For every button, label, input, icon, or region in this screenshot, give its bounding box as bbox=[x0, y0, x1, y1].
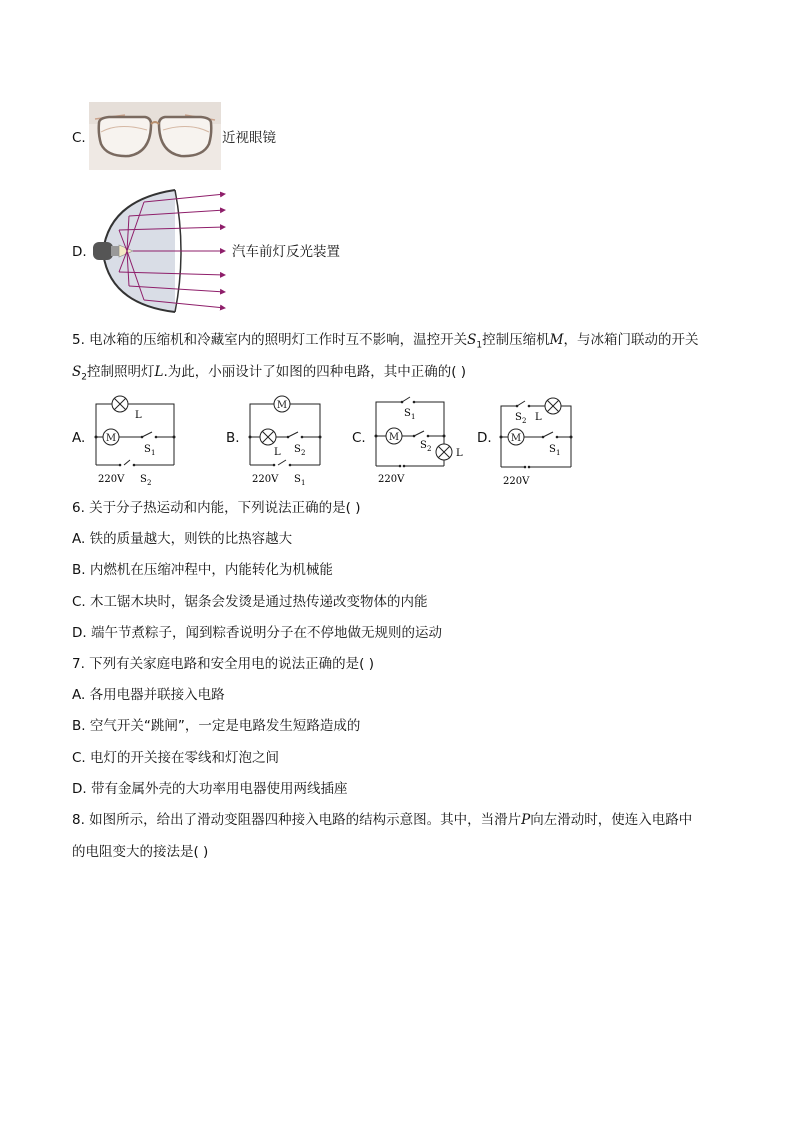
svg-text:M: M bbox=[105, 433, 117, 444]
q6-option-b: B. 内燃机在压缩冲程中，内能转化为机械能 bbox=[72, 562, 333, 578]
q5-text: 控制压缩机 bbox=[482, 332, 550, 348]
q5-text: 5. 电冰箱的压缩机和冷藏室内的照明灯工作时互不影响，温控开关 bbox=[72, 332, 468, 348]
circuit-d-s-mid: S bbox=[549, 444, 556, 455]
q5-var-m: M bbox=[549, 332, 564, 348]
circuit-c-s-mid: S bbox=[420, 440, 427, 451]
circuit-b-s-mid: S bbox=[294, 444, 301, 455]
circuit-a-s-bot: S bbox=[140, 474, 147, 485]
q6-option-c: C. 木工锯木块时，锯条会发烫是通过热传递改变物体的内能 bbox=[72, 594, 428, 610]
circuit-d-volt: 220V bbox=[503, 476, 530, 487]
circuit-a-diagram bbox=[90, 392, 180, 487]
q5-text: .为此，小丽设计了如图的四种电路，其中正确的( ) bbox=[163, 364, 467, 380]
circuit-c-letter: C. bbox=[352, 430, 366, 446]
q8-stem-line1 bbox=[72, 810, 692, 830]
q8-stem-line2: 的电阻变大的接法是( ) bbox=[72, 844, 209, 860]
q6-option-d: D. 端午节煮粽子，闻到粽香说明分子在不停地做无规则的运动 bbox=[72, 625, 442, 641]
circuit-a-letter: A. bbox=[72, 430, 86, 446]
option-c-caption: 近视眼镜 bbox=[222, 130, 276, 146]
circuit-b-s-mid-sub: 2 bbox=[301, 449, 306, 457]
circuit-c-s-mid-sub: 2 bbox=[427, 445, 432, 453]
circuit-b-diagram bbox=[244, 392, 334, 487]
q5-text: ，与冰箱门联动的开关 bbox=[563, 332, 699, 348]
circuit-b-lamp-label: L bbox=[274, 447, 281, 458]
circuit-c-s-top-sub: 1 bbox=[411, 413, 416, 421]
circuit-a-s-mid: S bbox=[144, 444, 151, 455]
q5-stem-line1 bbox=[72, 330, 698, 356]
q5-var-s: S bbox=[72, 364, 82, 380]
circuit-a-lamp-label: L bbox=[135, 410, 142, 421]
glasses-image bbox=[89, 102, 221, 170]
q5-stem-line2 bbox=[72, 362, 466, 388]
circuit-c-lamp-label: L bbox=[456, 448, 463, 459]
q5-sub: 2 bbox=[81, 372, 87, 383]
circuit-d-s-mid-sub: 1 bbox=[556, 449, 561, 457]
circuit-d-letter: D. bbox=[477, 430, 492, 446]
svg-text:M: M bbox=[276, 400, 288, 411]
q8-text: 向左滑动时，使连入电路中 bbox=[530, 812, 693, 828]
q7-option-c: C. 电灯的开关接在零线和灯泡之间 bbox=[72, 750, 280, 766]
circuit-b-s-bot-sub: 1 bbox=[301, 479, 306, 487]
q5-sub: 1 bbox=[476, 340, 483, 351]
option-c-letter: C. bbox=[72, 130, 86, 146]
q7-option-b: B. 空气开关“跳闸”，一定是电路发生短路造成的 bbox=[72, 718, 361, 734]
option-d-letter: D. bbox=[72, 244, 87, 260]
q8-text: 8. 如图所示，给出了滑动变阻器四种接入电路的结构示意图。其中，当滑片 bbox=[72, 812, 522, 828]
circuit-d-lamp-label: L bbox=[535, 412, 542, 423]
q6-option-a: A. 铁的质量越大，则铁的比热容越大 bbox=[72, 531, 293, 547]
circuit-a-s-mid-sub: 1 bbox=[151, 449, 156, 457]
circuit-d-s-top-sub: 2 bbox=[522, 417, 527, 425]
q7-option-a: A. 各用电器并联接入电路 bbox=[72, 687, 225, 703]
circuit-b-volt: 220V bbox=[252, 474, 279, 485]
circuit-a-volt: 220V bbox=[98, 474, 125, 485]
q5-text: 控制照明灯 bbox=[86, 364, 155, 380]
circuit-d-diagram bbox=[495, 392, 585, 487]
q6-stem: 6. 关于分子热运动和内能，下列说法正确的是( ) bbox=[72, 500, 361, 516]
headlight-reflector-diagram bbox=[89, 182, 231, 318]
circuit-b-s-bot: S bbox=[294, 474, 301, 485]
q5-var-s: S bbox=[467, 332, 477, 348]
q8-var-p: P bbox=[521, 812, 531, 828]
circuit-b-letter: B. bbox=[226, 430, 240, 446]
circuit-c-s-top: S bbox=[404, 408, 411, 419]
circuit-c-diagram bbox=[370, 394, 470, 489]
circuit-d-s-top: S bbox=[515, 412, 522, 423]
q7-stem: 7. 下列有关家庭电路和安全用电的说法正确的是( ) bbox=[72, 656, 374, 672]
svg-text:M: M bbox=[510, 433, 522, 444]
circuit-a-s-bot-sub: 2 bbox=[147, 479, 152, 487]
q5-var-l: L bbox=[154, 364, 164, 380]
svg-text:M: M bbox=[388, 432, 400, 443]
option-d-caption: 汽车前灯反光装置 bbox=[232, 244, 340, 260]
q7-option-d: D. 带有金属外壳的大功率用电器使用两线插座 bbox=[72, 781, 348, 797]
circuit-c-volt: 220V bbox=[378, 474, 405, 485]
